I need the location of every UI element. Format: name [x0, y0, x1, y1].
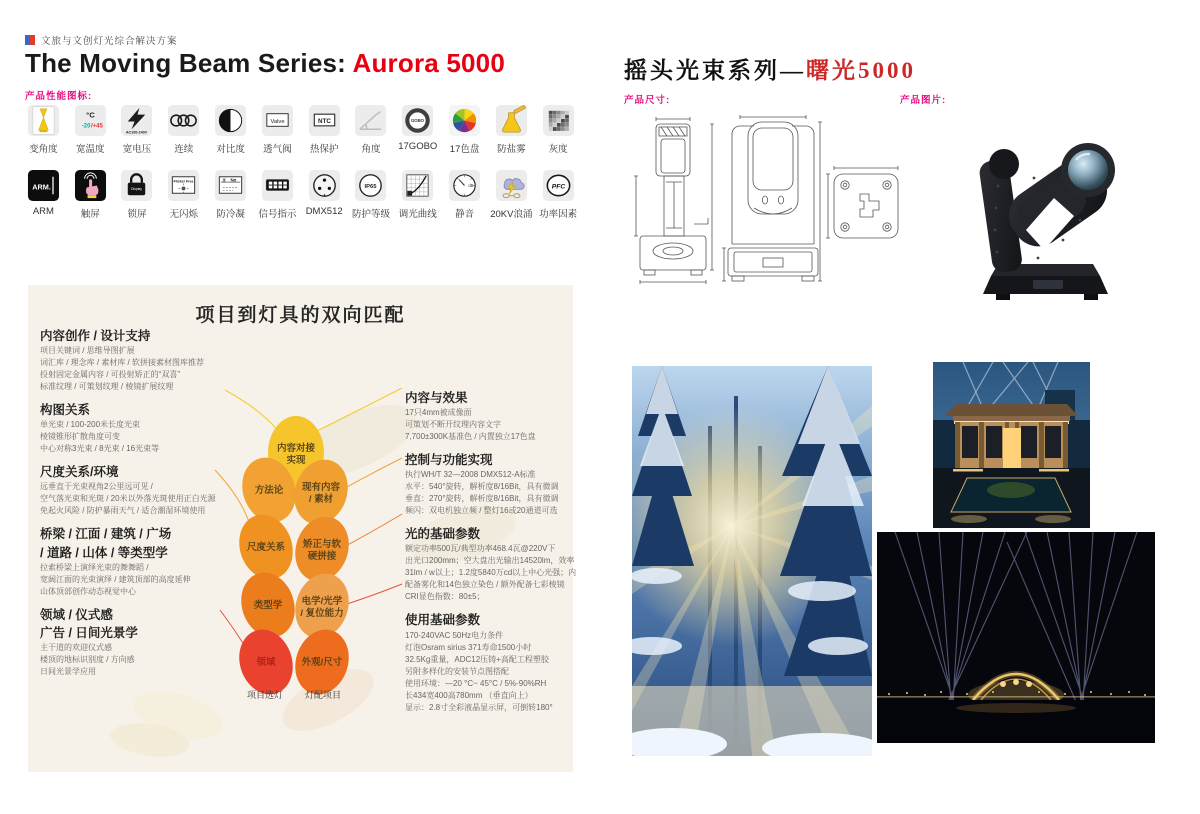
perf-icon-label: 20KV浪涌 — [490, 209, 533, 220]
perf-item-angle — [348, 104, 395, 155]
right-title-model: 曙光5000 — [806, 58, 916, 83]
perf-icon-label: 角度 — [361, 144, 381, 155]
perf-icon-label: 热保护 — [309, 144, 339, 155]
perf-icon-label: 触屏 — [80, 209, 100, 220]
ntc-icon — [308, 104, 341, 137]
temperature-icon — [74, 104, 107, 137]
building-photo — [933, 362, 1090, 528]
side-view-drawing — [634, 117, 714, 284]
section-line: 棱镜锥形扩散角度可变 — [40, 432, 120, 442]
wheat-matching-diagram — [170, 352, 440, 722]
svg-text:ARM.: ARM. — [32, 182, 51, 192]
perf-icon-label: 无闪烁 — [169, 209, 199, 220]
section-line: 免起火风险 / 防护暴雨天气 / 适合潮湿环境使用 — [40, 506, 206, 516]
dimming-curve-icon — [401, 169, 434, 202]
section-line: 词汇库 / 理念库 / 素材库 / 软拼接素材图库推荐 — [40, 358, 205, 368]
valve-icon — [261, 104, 294, 137]
bottom-label-match-project: 灯配项目 — [304, 690, 342, 700]
svg-text:Flicker Free: Flicker Free — [173, 179, 194, 184]
perf-item-ip65 — [348, 169, 395, 220]
perf-icon-label: 透气阀 — [263, 144, 292, 155]
section-line: 频闪：双电机独立频 / 整灯16或20通道可选 — [405, 506, 558, 516]
grayscale-icon — [542, 104, 575, 137]
section-heading: 内容创作 / 设计支持 — [40, 329, 151, 343]
section-line: 额定功率500瓦/典型功率468.4瓦@220V下 — [405, 544, 556, 554]
perf-icon-label: 信号指示 — [258, 209, 297, 220]
section-line: 另附多样化的安装节点图搭配 — [405, 666, 509, 676]
product-photo — [938, 108, 1158, 313]
svg-text:-20: -20 — [81, 123, 91, 130]
section-line: 出光口200mm；空大盘出光输出14520lm，效率 — [405, 556, 575, 566]
section-line: 拉索桥梁上演绎光束的舞舞蹈 / — [40, 562, 149, 572]
ip65-icon — [354, 169, 387, 202]
tagline-row — [25, 33, 178, 47]
voltage-icon — [120, 104, 153, 137]
perf-icon-label: 17色盘 — [449, 144, 480, 155]
petal-label: 尺度关系 — [246, 542, 286, 553]
product-photos-label: 产品图片: — [900, 95, 947, 106]
perf-item-gobo — [394, 104, 441, 155]
section-line: 170-240VAC 50Hz电力条件 — [405, 630, 504, 640]
signal-icon — [261, 169, 294, 202]
petal-label: / 素材 — [308, 494, 334, 505]
dmx-icon — [308, 169, 341, 202]
perf-item-silent — [441, 169, 488, 220]
svg-text:°C: °C — [85, 110, 95, 120]
petal-label: 现有内容 — [301, 482, 341, 493]
contrast-icon — [214, 104, 247, 137]
surge-icon — [495, 169, 528, 202]
svg-text:/+45: /+45 — [90, 123, 103, 130]
svg-text:AC100-240V: AC100-240V — [126, 130, 148, 135]
dimension-drawings — [628, 112, 903, 307]
right-title-dash: — — [780, 58, 806, 83]
wheat-bottom-labels — [247, 689, 341, 700]
perf-icon-label: 静音 — [455, 209, 475, 220]
perf-item-temperature — [67, 104, 114, 155]
section-line: 山体顶部创作动态视觉中心 — [40, 586, 136, 596]
bottom-label-select-light: 项目选灯 — [246, 690, 284, 700]
touch-icon — [74, 169, 107, 202]
section-heading: 内容与效果 — [405, 391, 468, 405]
moving-head-fixture — [978, 143, 1117, 300]
angle-icon — [354, 104, 387, 137]
section-heading: 构图关系 — [40, 403, 91, 418]
perf-icon-label: 防冷凝 — [216, 209, 245, 220]
perf-item-valve — [254, 104, 301, 155]
petal-label: 内容对接 — [276, 443, 316, 454]
section-line: 标准纹理 / 可策划纹理 / 棱镜扩展纹理 — [40, 382, 174, 392]
svg-text:Display: Display — [131, 187, 143, 192]
perf-icon-label: 对比度 — [216, 144, 245, 155]
perf-item-beam-angle — [20, 104, 67, 155]
section-heading: 使用基础参数 — [405, 613, 481, 628]
section-heading: / 道路 / 山体 / 等类型学 — [40, 545, 168, 560]
salt-spray-icon — [495, 104, 528, 137]
right-page-title — [624, 52, 916, 85]
petal-label: 方法论 — [254, 485, 284, 496]
perf-icon-label: 连续 — [174, 144, 194, 155]
beam-angle-icon — [27, 104, 60, 137]
perf-icon-label: 灰度 — [548, 144, 568, 155]
section-line: 水平：540°旋转，解析度8/16Bit，具有微调 — [405, 482, 559, 492]
svg-text:dB: dB — [468, 182, 474, 188]
section-line: 空气落光束和光斑 / 20米以外落光斑使用正白光源 — [40, 494, 216, 504]
section-line: 投射固定金属内容 / 可投射矫正的“双喜” — [40, 370, 180, 380]
section-line: 项目关键词 / 思维导图扩展 — [40, 346, 135, 356]
petal-label: 硬拼接 — [307, 551, 337, 562]
gobo-icon — [401, 104, 434, 137]
arm-icon — [27, 169, 60, 202]
perf-item-arm — [20, 169, 67, 220]
title-model: Aurora 5000 — [352, 48, 505, 78]
night-beams-photo — [877, 532, 1155, 743]
perf-icon-label: ARM — [32, 206, 54, 217]
petal-label: / 复位能力 — [300, 608, 344, 619]
title-series: The Moving Beam Series: — [25, 48, 353, 78]
section-line: 主干道的欢迎仪式感 — [40, 642, 112, 652]
section-line: 执行WH/T 32—2008 DMX512-A标准 — [405, 470, 536, 480]
petal-label: 类型学 — [253, 600, 283, 611]
perf-icon-label: 变角度 — [29, 144, 58, 155]
perf-item-lock — [114, 169, 161, 220]
section-line: 单光束 / 100-200米长度光束 — [40, 420, 141, 430]
perf-icon-label: 功率因素 — [539, 209, 578, 220]
perf-item-salt-spray — [488, 104, 535, 155]
no-condensation-icon — [214, 169, 247, 202]
section-heading: 领域 / 仪式感 — [40, 607, 113, 622]
svg-text:IP65: IP65 — [364, 183, 377, 190]
performance-icons-label: 产品性能图标: — [25, 91, 93, 102]
performance-icon-row-2 — [20, 169, 585, 220]
panel-title: 项目到灯具的双向匹配 — [195, 305, 406, 326]
svg-text:PFC: PFC — [551, 183, 565, 191]
petal-label: 实现 — [286, 455, 306, 466]
section-line: 32.5Kg重量，ADC12压铸+高配工程塑胶 — [405, 654, 549, 664]
perf-icon-label: 防护等级 — [351, 209, 390, 220]
section-line: 日间光景学应用 — [40, 666, 96, 676]
section-line: 灯泡Osram sirius 371寿命1500小时 — [405, 642, 532, 652]
perf-item-surge — [488, 169, 535, 220]
pfc-icon — [542, 169, 575, 202]
perf-item-dimming-curve — [394, 169, 441, 220]
perf-item-pfc — [535, 169, 582, 220]
perf-item-ntc — [301, 104, 348, 155]
silent-icon — [448, 169, 481, 202]
perf-item-dmx — [301, 169, 348, 220]
right-title-series: 摇头光束系列 — [624, 58, 780, 83]
tagline-text: 文旅与文创灯光综合解决方案 — [41, 36, 178, 47]
svg-text:NTC: NTC — [317, 117, 331, 125]
section-line: 17只4mm被成像面 — [405, 408, 472, 418]
perf-icon-label: 防盐雾 — [497, 144, 526, 155]
section-heading: 桥梁 / 江面 / 建筑 / 广场 — [40, 527, 172, 542]
lock-icon — [120, 169, 153, 202]
section-line: 楼顶的地标识别度 / 方向感 — [40, 654, 135, 664]
perf-item-continuous — [160, 104, 207, 155]
section-heading: 广告 / 日间光景学 — [40, 625, 138, 640]
perf-item-no-condensation — [207, 169, 254, 220]
section-line: 长434宽400高780mm （垂直向上） — [405, 690, 533, 700]
perf-icon-label: 宽电压 — [122, 144, 152, 155]
perf-item-colorwheel — [441, 104, 488, 155]
petal-label: 电学/光学 — [301, 596, 343, 607]
svg-text:GOBO: GOBO — [411, 118, 425, 124]
perf-icon-label: DMX512 — [305, 206, 343, 217]
perf-item-voltage — [114, 104, 161, 155]
perf-icon-label: 宽温度 — [75, 144, 105, 155]
section-heading: 尺度关系/环境 — [40, 465, 119, 480]
page-title — [25, 48, 505, 79]
perf-icon-label: 锁屏 — [127, 209, 147, 220]
section-line: 配备雾化和14色独立染色 / 额外配备七彩棱镜 — [405, 580, 565, 590]
forest-photo — [632, 366, 872, 756]
perf-item-flicker-free — [160, 169, 207, 220]
petal-label: 外观/尺寸 — [301, 657, 343, 668]
petal-label: 领域 — [256, 657, 276, 668]
section-heading: 光的基础参数 — [405, 527, 481, 542]
product-dimensions-label: 产品尺寸: — [624, 95, 671, 106]
section-line: 远垂直于光束视角2公里远可见 / — [40, 482, 153, 492]
performance-icon-row-1 — [20, 104, 585, 155]
svg-text:No: No — [230, 177, 237, 183]
perf-icon-label: 17GOBO — [398, 141, 438, 152]
flicker-free-icon — [167, 169, 200, 202]
section-line: 使用环境：—20 °C~ 45°C / 5%-90%RH — [405, 678, 547, 688]
perf-item-touch — [67, 169, 114, 220]
perf-item-contrast — [207, 104, 254, 155]
section-line: 中心对称3光束 / 8光束 / 16光束等 — [40, 444, 160, 454]
section-line: 可策划不断开纹理内容文字 — [405, 420, 501, 430]
section-heading: 控制与功能实现 — [405, 453, 493, 468]
section-line: 宽阔江面的光束演绎 / 建筑顶部的高度延伸 — [40, 574, 191, 584]
petal-label: 矫正与软 — [302, 539, 342, 550]
section-line: 31lm / w以上；1.2度5840万cd以上中心光强；内 — [405, 568, 577, 578]
continuous-icon — [167, 104, 200, 137]
colorwheel-icon — [448, 104, 481, 137]
base-plate-drawing — [826, 166, 898, 238]
section-line: 7,700±300K基准色 / 内置独立17色盘 — [405, 432, 536, 442]
section-line: 垂直：270°旋转，解析度8/16Bit，具有微调 — [405, 494, 559, 504]
brand-mark-icon — [25, 35, 35, 45]
section-line: CRI显色指数：80±5； — [405, 592, 485, 602]
perf-item-grayscale — [535, 104, 582, 155]
perf-item-signal — [254, 169, 301, 220]
perf-icon-label: 调光曲线 — [398, 209, 437, 220]
front-view-drawing — [722, 115, 822, 281]
section-line: 显示：2.8寸全彩液晶显示屏，可倒转180° — [405, 702, 553, 712]
svg-text:Valve: Valve — [270, 118, 285, 125]
